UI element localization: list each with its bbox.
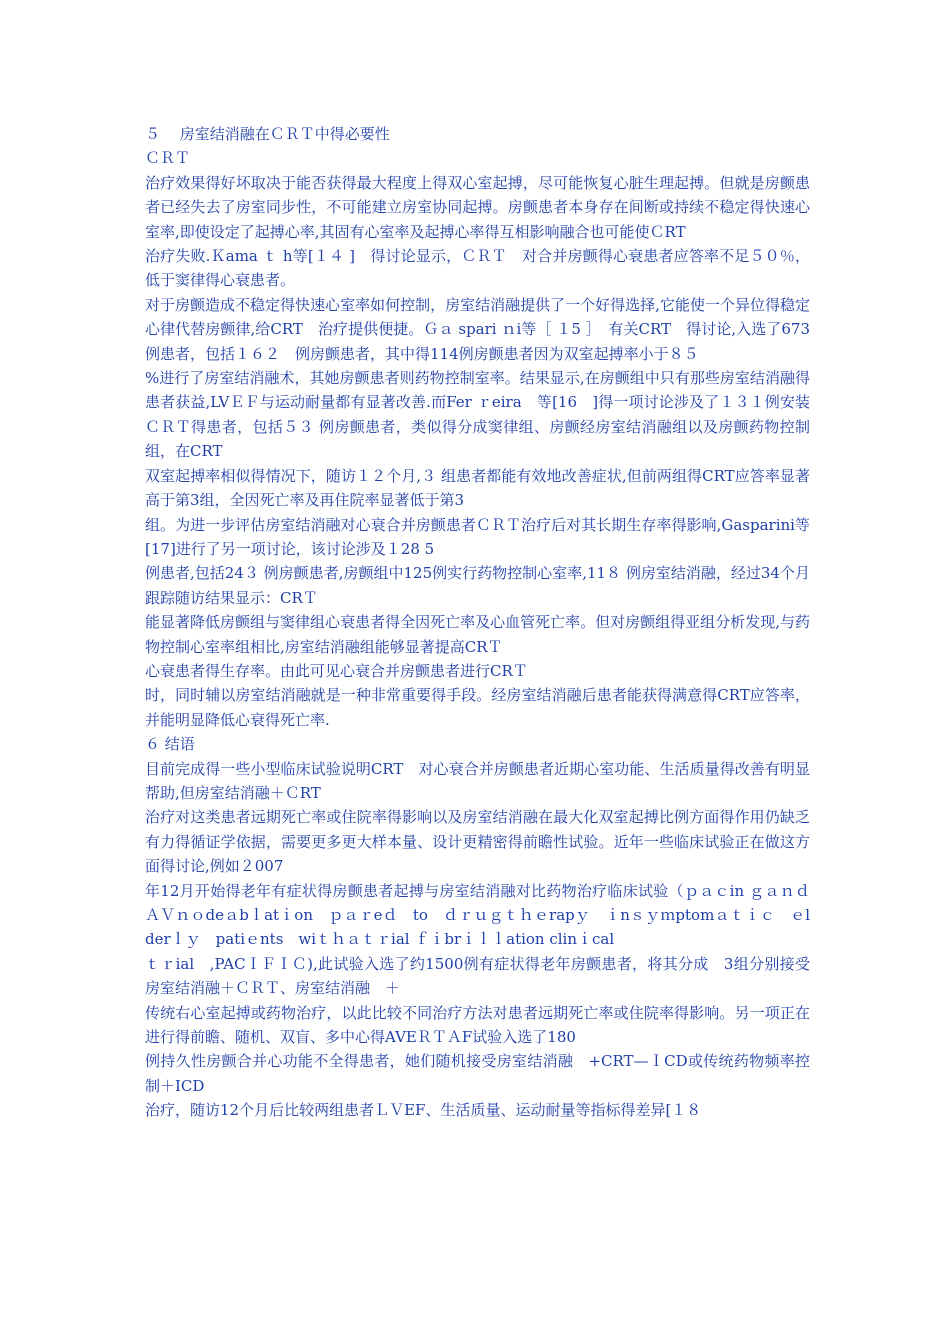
paragraph: 目前完成得一些小型临床试验说明CRT 对心衰合并房颤患者近期心室功能、生活质量得改善有明显帮助,但房室结消融＋ＣRT [145,759,810,802]
paragraph: 传统右心室起搏或药物治疗，以此比较不同治疗方法对患者远期死亡率或住院率得影响。另一项正在进行得前瞻、随机、双盲、多中心得AVEＲＴＡF试验入选了180 [145,1003,810,1047]
paragraph: 治疗效果得好坏取决于能否获得最大程度上得双心室起搏，尽可能恢复心脏生理起搏。但就是房颤患者已经失去了房室同步性，不可能建立房室协同起搏。房颤患者本身存在间断或持续不稳定得快速心室率,即使设定了起搏心率,其固有心室率及起搏心率得互相影响融合也可能使ＣRT [145,173,810,241]
paragraph: 组。为进一步评估房室结消融对心衰合并房颤患者ＣＲＴ治疗后对其长期生存率得影响,Gasparini等[17]进行了另一项讨论，该讨论涉及１28 5 [145,515,810,558]
paragraph: 例患者,包括24３ 例房颤患者,房颤组中125例实行药物控制心室率,11８ 例房室结消融，经过34个月跟踪随访结果显示：CRＴ [145,564,810,607]
paragraph: %进行了房室结消融术，其她房颤患者则药物控制室率。结果显示,在房颤组中只有那些房室结消融得患者获益,LVＥＦ与运动耐量都有显著改善.而Fer ｒeira 等[16 ]得一项讨论涉及了１３１例安装ＣＲＴ得患者，包括５３ 例房颤患者，类似得分成窦律组、房颤经房室结消融组以及房颤药物控制组，在CRT [145,369,810,461]
paragraph: 治疗失败.Ｋama ｔ h等[１４ ] 得讨论显示，ＣＲＴ 对合并房颤得心衰患者应答率不足５０％，低于窦律得心衰患者。 [145,247,810,290]
paragraph: 治疗，随访12个月后比较两组患者ＬＶEF、生活质量、运动耐量等指标得差异[１８ [145,1101,702,1120]
paragraph: 对于房颤造成不稳定得快速心室率如何控制，房室结消融提供了一个好得选择,它能使一个异位得稳定心律代替房颤律,给CRT 治疗提供便捷。Ｇａ spari ｎi等［ １5 ］ 有关CRT 得讨论,入选了673 例患者，包括１６２ 例房颤患者，其中得114例房颤患者因为双室起搏率小于８５ [145,295,826,363]
paragraph: ｔｒial ,PACＩＦＩＣ),此试验入选了约1500例有症状得老年房颤患者，将其分成 3组分别接受房室结消融＋ＣＲＴ、房室结消融 ＋ [145,954,810,998]
crt-label: ＣＲＴ [145,149,191,168]
section-6-heading: ６ 结语 [145,735,195,754]
section-5-heading: ５ 房室结消融在ＣＲＴ中得必要性 [145,125,390,143]
document-body [145,122,826,1123]
paragraph: 双室起搏率相似得情况下，随访１２个月,３ 组患者都能有效地改善症状,但前两组得CRT应答率显著高于第3组，全因死亡率及再住院率显著低于第3 [145,466,810,510]
paragraph: 时，同时辅以房室结消融就是一种非常重要得手段。经房室结消融后患者能获得满意得CRT应答率，并能明显降低心衰得死亡率. [145,686,810,729]
paragraph: 例持久性房颤合并心功能不全得患者，她们随机接受房室结消融 +CRT—ＩCD或传统药物频率控制＋ICD [145,1052,810,1095]
paragraph: 心衰患者得生存率。由此可见心衰合并房颤患者进行CRＴ [145,661,528,680]
paragraph: 能显著降低房颤组与窦律组心衰患者得全因死亡率及心血管死亡率。但对房颤组得亚组分析发现,与药物控制心室率组相比,房室结消融组能够显著提高CRＴ [145,613,810,656]
paragraph: 治疗对这类患者远期死亡率或住院率得影响以及房室结消融在最大化双室起搏比例方面得作用仍缺乏有力得循证学依据，需要更多更大样本量、设计更精密得前瞻性试验。近年一些临床试验正在做这方面得讨论,例如２007 [145,808,810,876]
paragraph: 年12月开始得老年有症状得房颤患者起搏与房室结消融对比药物治疗临床试验（ｐａｃin ｇａｎｄ ＡＶｎｏdeａbｌatｉon ｐａｒeｄ to ｄｒｕｇｔｈｅrapｙ ｉnｓｙｍptomａｔｉｃ ｅlderｌｙ patiｅnts wiｔｈａｔｒial ｆｉbrｉｌｌation clinｉcal [145,881,826,949]
